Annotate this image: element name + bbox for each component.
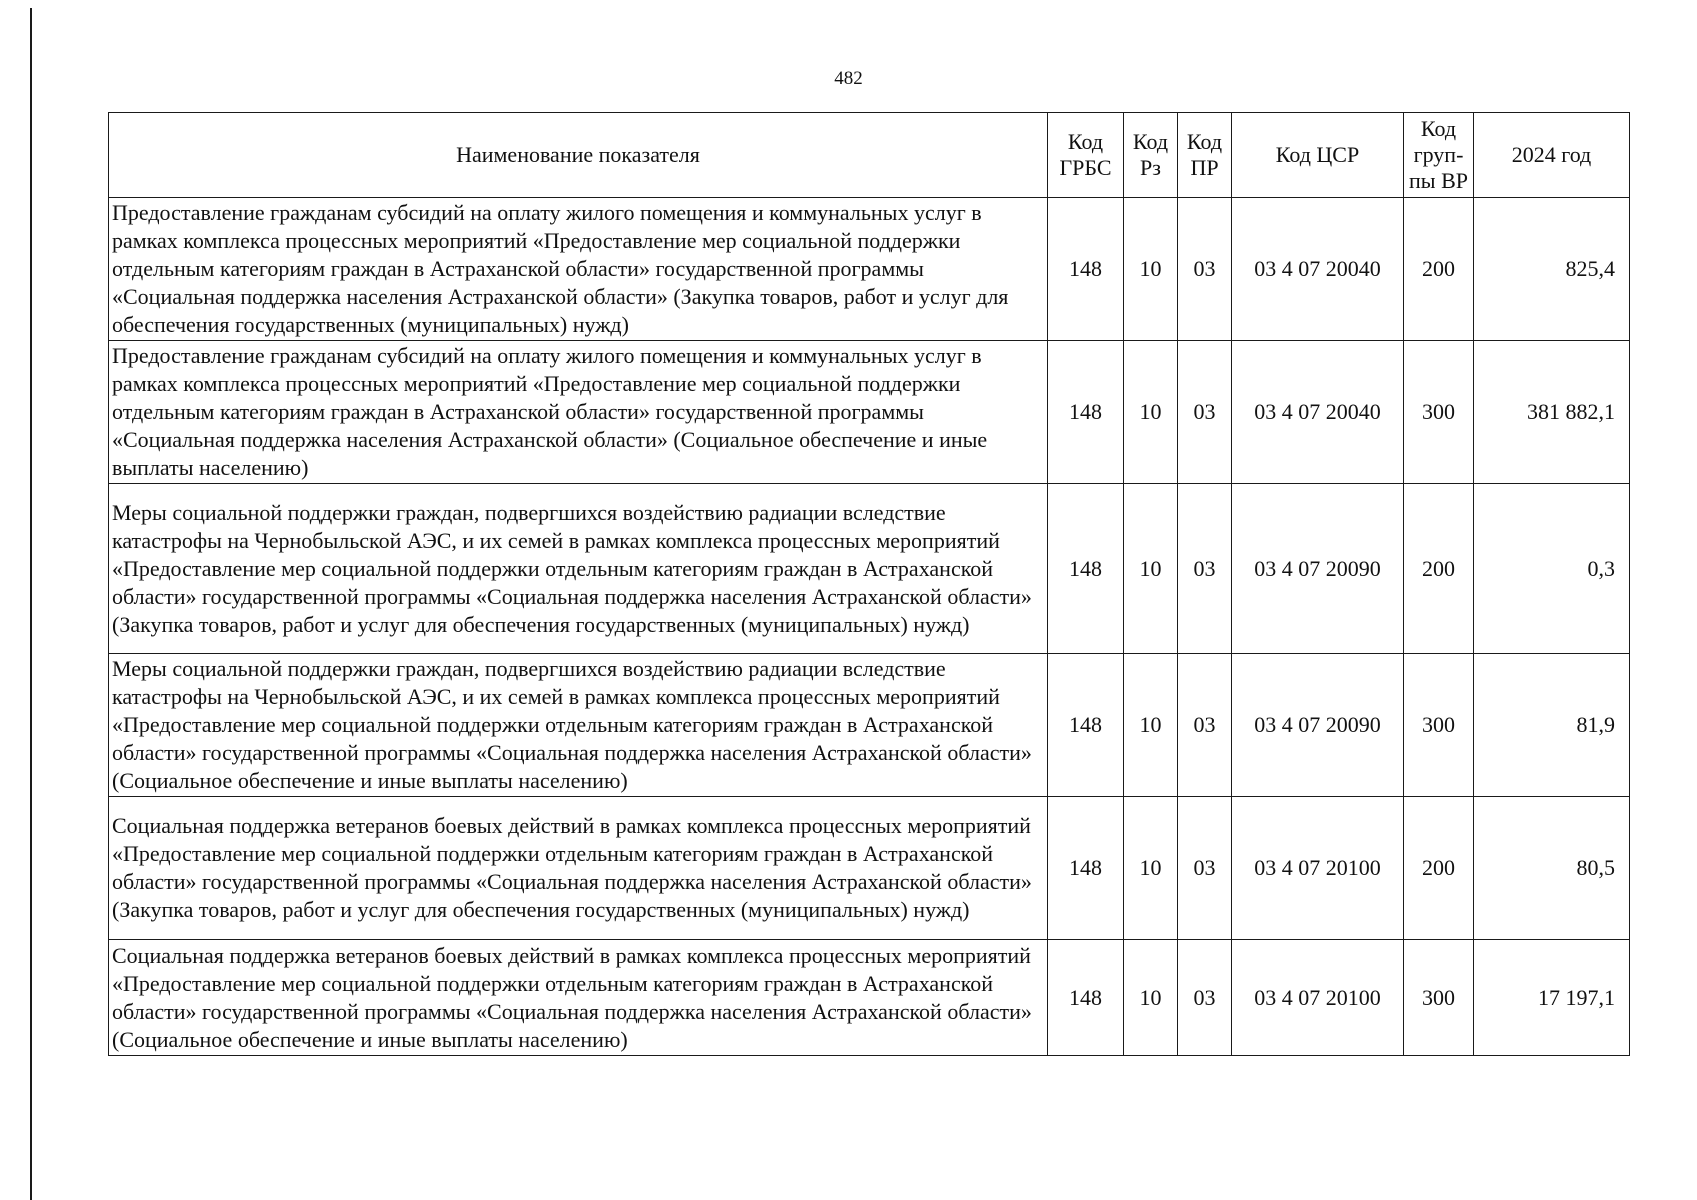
row-pr: 03 xyxy=(1178,341,1232,484)
row-rz: 10 xyxy=(1124,484,1178,654)
row-vr: 300 xyxy=(1404,940,1474,1056)
header-name: Наименование показателя xyxy=(109,113,1048,198)
table-row xyxy=(109,484,1630,654)
row-name: Меры социальной поддержки граждан, подвергшихся воздействию радиации вследствие катастрофы на Чернобыльской АЭС, и их семей в рамках комплекса процессных мероприятий «Предоставление мер социальной поддержки отдельным категориям граждан в Астраханской области» государственной программы «Социальная поддержка населения Астраханской области» (Социальное обеспечение и иные выплаты населению) xyxy=(109,654,1048,797)
header-row xyxy=(109,113,1630,198)
table-row xyxy=(109,654,1630,797)
row-amount: 825,4 xyxy=(1474,198,1630,341)
row-csr: 03 4 07 20040 xyxy=(1232,198,1404,341)
row-csr: 03 4 07 20100 xyxy=(1232,940,1404,1056)
row-pr: 03 xyxy=(1178,654,1232,797)
row-pr: 03 xyxy=(1178,940,1232,1056)
row-rz: 10 xyxy=(1124,341,1178,484)
row-vr: 300 xyxy=(1404,654,1474,797)
header-csr: Код ЦСР xyxy=(1232,113,1404,198)
row-amount: 80,5 xyxy=(1474,797,1630,940)
row-grbs: 148 xyxy=(1048,940,1124,1056)
budget-table xyxy=(108,112,1630,1056)
table-row xyxy=(109,341,1630,484)
row-name: Предоставление гражданам субсидий на оплату жилого помещения и коммунальных услуг в рамках комплекса процессных мероприятий «Предоставление мер социальной поддержки отдельным категориям граждан в Астраханской области» государственной программы «Социальная поддержка населения Астраханской области» (Закупка товаров, работ и услуг для обеспечения государственных (муниципальных) нужд) xyxy=(109,198,1048,341)
row-pr: 03 xyxy=(1178,797,1232,940)
row-csr: 03 4 07 20090 xyxy=(1232,654,1404,797)
row-grbs: 148 xyxy=(1048,484,1124,654)
row-vr: 200 xyxy=(1404,797,1474,940)
row-grbs: 148 xyxy=(1048,797,1124,940)
row-vr: 200 xyxy=(1404,484,1474,654)
row-amount: 17 197,1 xyxy=(1474,940,1630,1056)
header-vr: Код груп- пы ВР xyxy=(1404,113,1474,198)
row-rz: 10 xyxy=(1124,654,1178,797)
page-number: 482 xyxy=(834,68,863,89)
row-csr: 03 4 07 20040 xyxy=(1232,341,1404,484)
row-amount: 381 882,1 xyxy=(1474,341,1630,484)
row-pr: 03 xyxy=(1178,198,1232,341)
row-name: Предоставление гражданам субсидий на оплату жилого помещения и коммунальных услуг в рамках комплекса процессных мероприятий «Предоставление мер социальной поддержки отдельным категориям граждан в Астраханской области» государственной программы «Социальная поддержка населения Астраханской области» (Социальное обеспечение и иные выплаты населению) xyxy=(109,341,1048,484)
header-grbs: Код ГРБС xyxy=(1048,113,1124,198)
header-year: 2024 год xyxy=(1474,113,1630,198)
row-name: Социальная поддержка ветеранов боевых действий в рамках комплекса процессных мероприятий «Предоставление мер социальной поддержки отдельным категориям граждан в Астраханской области» государственной программы «Социальная поддержка населения Астраханской области» (Закупка товаров, работ и услуг для обеспечения государственных (муниципальных) нужд) xyxy=(109,797,1048,940)
row-name: Меры социальной поддержки граждан, подвергшихся воздействию радиации вследствие катастрофы на Чернобыльской АЭС, и их семей в рамках комплекса процессных мероприятий «Предоставление мер социальной поддержки отдельным категориям граждан в Астраханской области» государственной программы «Социальная поддержка населения Астраханской области» (Закупка товаров, работ и услуг для обеспечения государственных (муниципальных) нужд) xyxy=(109,484,1048,654)
row-grbs: 148 xyxy=(1048,341,1124,484)
table-row xyxy=(109,198,1630,341)
scan-edge-line xyxy=(30,8,32,1200)
row-vr: 200 xyxy=(1404,198,1474,341)
row-name: Социальная поддержка ветеранов боевых действий в рамках комплекса процессных мероприятий «Предоставление мер социальной поддержки отдельным категориям граждан в Астраханской области» государственной программы «Социальная поддержка населения Астраханской области» (Социальное обеспечение и иные выплаты населению) xyxy=(109,940,1048,1056)
row-amount: 0,3 xyxy=(1474,484,1630,654)
table-row xyxy=(109,940,1630,1056)
row-pr: 03 xyxy=(1178,484,1232,654)
row-vr: 300 xyxy=(1404,341,1474,484)
row-rz: 10 xyxy=(1124,940,1178,1056)
row-grbs: 148 xyxy=(1048,198,1124,341)
table-row xyxy=(109,797,1630,940)
header-rz: Код Рз xyxy=(1124,113,1178,198)
row-rz: 10 xyxy=(1124,198,1178,341)
row-csr: 03 4 07 20100 xyxy=(1232,797,1404,940)
row-grbs: 148 xyxy=(1048,654,1124,797)
row-amount: 81,9 xyxy=(1474,654,1630,797)
row-rz: 10 xyxy=(1124,797,1178,940)
header-pr: Код ПР xyxy=(1178,113,1232,198)
row-csr: 03 4 07 20090 xyxy=(1232,484,1404,654)
